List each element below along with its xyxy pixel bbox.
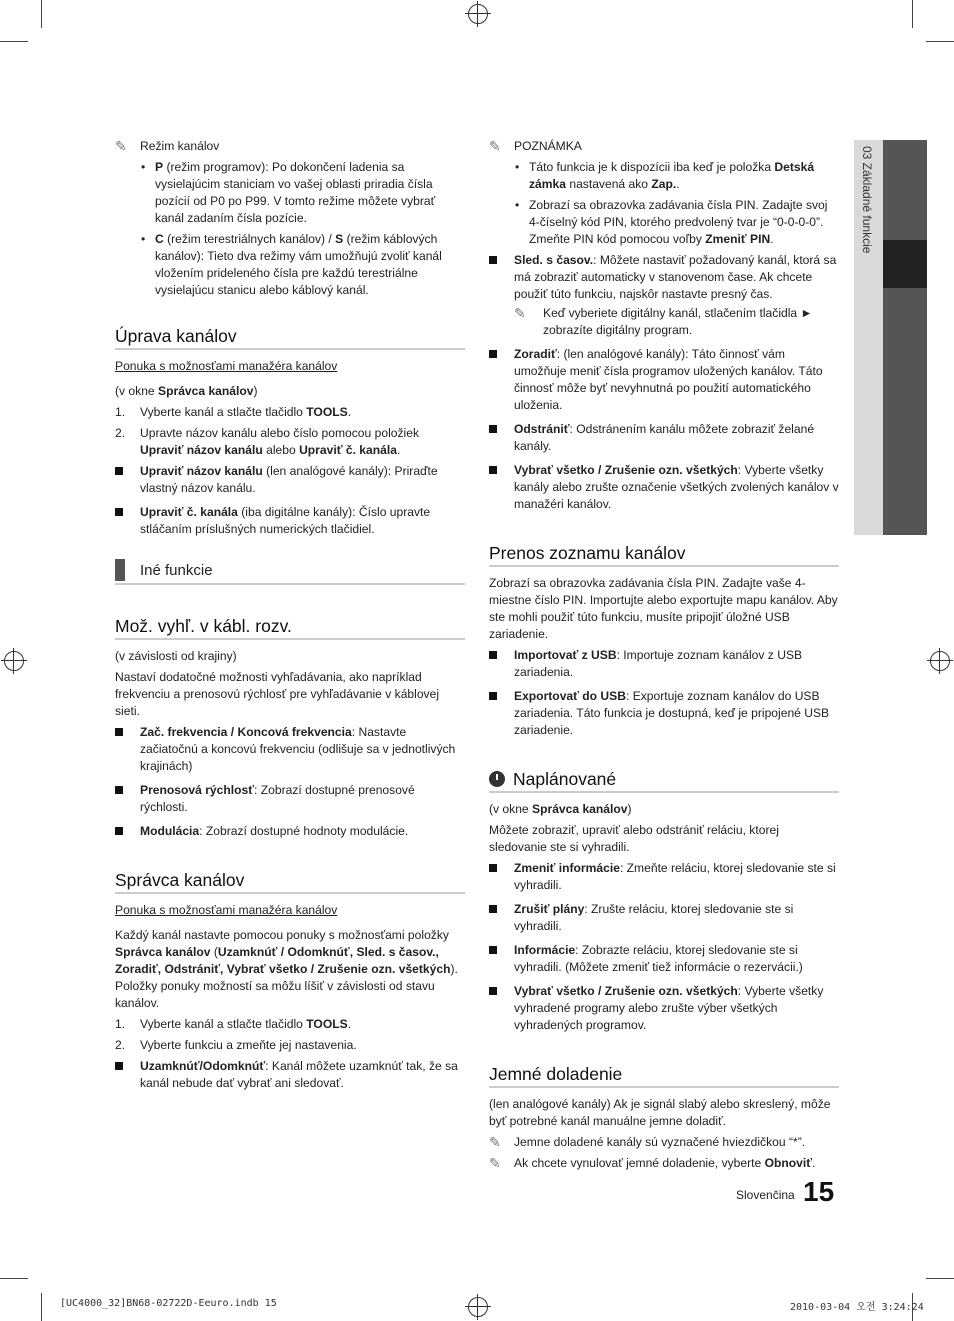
bullet-dot-icon: • (515, 160, 520, 174)
note-jemne-1: ✎ Jemne doladené kanály sú vyznačené hviezdičkou “*”. (489, 1134, 806, 1150)
square-bullet-icon (489, 425, 497, 433)
square-bullet-icon (115, 1062, 123, 1070)
crop-mark (0, 1278, 28, 1279)
note-jemne-2: ✎ Ak chcete vynulovať jemné doladenie, vyberte Obnoviť. (489, 1155, 816, 1171)
item-export: Exportovať do USB: Exportuje zoznam kanálov do USB zariadenia. Táto funkcia je dostupná, keď je pripojené USB zariadenie. (489, 688, 839, 739)
square-bullet-icon (489, 987, 497, 995)
square-bullet-icon (489, 466, 497, 474)
square-bullet-icon (489, 692, 497, 700)
square-bullet-icon (115, 786, 123, 794)
square-bullet-icon (115, 508, 123, 516)
side-tab-marker (883, 240, 927, 288)
subsection-ine-funkcie: Iné funkcie (115, 559, 465, 585)
section-title-moz: Mož. vyhľ. v kábl. rozv. (115, 615, 465, 640)
window-ref: (v okne Správca kanálov) (489, 802, 632, 816)
bullet-dot-icon: • (141, 160, 146, 174)
section-title-jemne: Jemné doladenie (489, 1063, 839, 1088)
item-rychlost: Prenosová rýchlosť: Zobrazí dostupné prenosové rýchlosti. (115, 782, 465, 816)
footer-language: Slovenčina (736, 1188, 795, 1202)
item-frekvencia: Zač. frekvencia / Koncová frekvencia: Nastavte začiatočnú a koncovú frekvenciu (odlišuje sa v jednotlivých krajinách) (115, 724, 465, 775)
registration-mark-icon (468, 1297, 488, 1317)
section-title-spravca: Správca kanálov (115, 869, 465, 894)
pencil-note-icon: ✎ (514, 305, 526, 321)
side-tab-dark-band (883, 140, 927, 535)
square-bullet-icon (489, 350, 497, 358)
page-number: 15 (803, 1176, 835, 1207)
item-upravit-nazov: Upraviť názov kanálu (len analógové kanály): Priraďte vlastný názov kanálu. (115, 463, 465, 497)
step-1: 1. Vyberte kanál a stlačte tlačidlo TOOLS. (115, 405, 352, 419)
bullet-c: • C (režim terestriálnych kanálov) / S (režim káblových kanálov): Tieto dva režimy vám umožňujú zvoliť kanál vložením prideleného čísla pre každú terestriálne vysielajúcu stanicu alebo káblový kanál. (141, 232, 442, 297)
left-column: ✎ Režim kanálov • P (režim programov): Po dokončení ladenia sa vysielajúcim staniciam vo vašej oblasti priradia čísla pozícií od P0 po P99. V tomto režime môžete vybrať kanál zadaním čísla pozície. • C (režim terestriálnych kanálov) / S (režim káblových kanálov): Tieto dva režimy vám umožňujú zvoliť kanál vložením prideleného čísla pre každú terestriálne vysielajúcu stanicu alebo káblový kanál. Úprava kanálov Ponuka s možnosťami manažéra kanálov (v okne Správca kanálov) 1. Vyberte kanál a stlačte tlačidlo TOOLS. 2. Upravte názov kanálu alebo číslo pomocou položiek Upraviť názov kanálu alebo Upraviť č. kanála. Upraviť názov kanálu (len analógové kanály): Priraďte vlastný názov kanálu. Upraviť č. kanála (iba digitálne kanály): Číslo upravte stláčaním príslušných numerických tlačidiel. Iné funkcie Mož. vyhľ. v kábl. rozv. (v závislosti od krajiny) Nastaví dodatočné možnosti vyhľadávania, ako napríklad frekvenciu a prenosovú rýchlosť pre vyhľadávanie v káblovej sieti. Zač. frekvencia / Koncová frekvencia: Nastavte začiatočnú a koncovú frekvenciu (odlišuje sa v jednotlivých krajinách) Prenosová rýchlosť: Zobrazí dostupné prenosové rýchlosti. Modulácia: Zobrazí dostupné hodnoty modulácie. Správca kanálov Ponuka s možnosťami manažéra kanálov Každý kanál nastavte pomocou ponuky s možnosťami položky Správca kanálov (Uzamknúť / Odomknúť, Sled. s časov., Zoradiť, Odstrániť, Vybrať všetko / Zrušenie ozn. všetkých). Položky ponuky možností sa môžu líšiť v závislosti od stavu kanálov. 1. Vyberte kanál a stlačte tlačidlo TOOLS. 2. Vyberte funkciu a zmeňte jej nastavenia. Uzamknúť/Odomknúť: Kanál môžete uzamknúť tak, že sa kanál nebude dať vybrať ani sledovať. (115, 138, 465, 1099)
square-bullet-icon (489, 905, 497, 913)
pencil-note-icon: ✎ (115, 138, 127, 154)
note-digital: ✎ Keď vyberiete digitálny kanál, stlačením tlačidla ► zobrazíte digitálny program. (514, 305, 813, 337)
square-bullet-icon (489, 256, 497, 264)
section-title-uprava: Úprava kanálov (115, 325, 465, 350)
note-poznamka: ✎ POZNÁMKA (489, 138, 582, 154)
print-file-info: [UC4000_32]BN68-02722D-Eeuro.indb 15 (60, 1298, 277, 1309)
item-upravit-cislo: Upraviť č. kanála (iba digitálne kanály): Číslo upravte stláčaním príslušných numerických tlačidiel. (115, 504, 465, 538)
crop-mark (926, 1278, 954, 1279)
square-bullet-icon (115, 728, 123, 736)
chapter-side-tab (854, 140, 927, 535)
step-2: 2. Upravte názov kanálu alebo číslo pomocou položiek Upraviť názov kanálu alebo Upraviť č. kanála. (115, 426, 419, 457)
item-modulacia: Modulácia: Zobrazí dostupné hodnoty modulácie. (115, 823, 465, 840)
pencil-note-icon: ✎ (489, 1155, 501, 1171)
item-zrusit-plany: Zrušiť plány: Zrušte reláciu, ktorej sledovanie ste si vyhradili. (489, 901, 839, 935)
menu-path: Ponuka s možnosťami manažéra kanálov (115, 903, 338, 917)
section-title-naplanovane: Naplánované (489, 768, 839, 793)
pencil-note-icon: ✎ (489, 138, 501, 154)
bullet-p: • P (režim programov): Po dokončení ladenia sa vysielajúcim staniciam vo vašej oblasti priradia čísla pozícií od P0 po P99. V tomto režime môžete vybrať kanál zadaním čísla pozície. (141, 160, 436, 225)
square-bullet-icon (115, 467, 123, 475)
crop-mark (0, 41, 28, 42)
window-ref: (v okne Správca kanálov) (115, 384, 258, 398)
square-bullet-icon (115, 827, 123, 835)
item-import: Importovať z USB: Importuje zoznam kanálov z USB zariadenia. (489, 647, 839, 681)
item-zmenit-info: Zmeniť informácie: Zmeňte reláciu, ktorej sledovanie ste si vyhradili. (489, 860, 839, 894)
bullet-dot-icon: • (515, 198, 520, 212)
square-bullet-icon (489, 651, 497, 659)
registration-mark-icon (930, 651, 950, 671)
bullet-pin: • Zobrazí sa obrazovka zadávania čísla PIN. Zadajte svoj 4-číselný kód PIN, ktorého predvolený tvar je “0-0-0-0”. Zmeňte PIN kód pomocou voľby Zmeniť PIN. (515, 198, 828, 246)
crop-mark (912, 0, 913, 28)
right-column: ✎ POZNÁMKA • Táto funkcia je k dispozícii iba keď je položka Detská zámka nastavená ako Zap.. • Zobrazí sa obrazovka zadávania čísla PIN. Zadajte svoj 4-číselný kód PIN, ktorého predvolený tvar je “0-0-0-0”. Zmeňte PIN kód pomocou voľby Zmeniť PIN. Sled. s časov.: Môžete nastaviť požadovaný kanál, ktorá sa má zobraziť automaticky v stanovenom čase. Ak chcete použiť túto funkciu, najskôr nastavte presný čas. ✎ Keď vyberiete digitálny kanál, stlačením tlačidla ► zobrazíte digitálny program. Zoradiť: (len analógové kanály): Táto činnosť vám umožňuje meniť čísla programov uložených kanálov. Táto činnosť môže byť nevyhnutná po použití automatického uloženia. Odstrániť: Odstránením kanálu môžete zobraziť želané kanály. Vybrať všetko / Zrušenie ozn. všetkých: Vyberte všetky kanály alebo zrušte označenie všetkých zvolených kanálov v manažéri kanálov. Prenos zoznamu kanálov Zobrazí sa obrazovka zadávania čísla PIN. Zadajte vaše 4-miestne číslo PIN. Importujte alebo exportujte mapu kanálov. Aby ste mohli použiť túto funkciu, musíte pripojiť úložné USB zariadenie. Importovať z USB: Importuje zoznam kanálov z USB zariadenia. Exportovať do USB: Exportuje zoznam kanálov do USB zariadenia. Táto funkcia je dostupná, keď je pripojené USB zariadenie. Naplánované (v okne Správca kanálov) Môžete zobraziť, upraviť alebo odstrániť reláciu, ktorej sledovanie ste si vyhradili. Zmeniť informácie: Zmeňte reláciu, ktorej sledovanie ste si vyhradili. Zrušiť plány: Zrušte reláciu, ktorej sledovanie ste si vyhradili. Informácie: Zobrazte reláciu, ktorej sledovanie ste si vyhradili. (Môžete zmeniť tiež informácie o rezervácii.) Vybrať všetko / Zrušenie ozn. všetkých: Vyberte všetky vyhradené programy alebo zrušte výber všetkých vyhradených programov. Jemné doladenie (len analógové kanály) Ak je signál slabý alebo skreslený, môže byť potrebné kanál manuálne jemne doladiť. ✎ Jemne doladené kanály sú vyznačené hviezdičkou “*”. ✎ Ak chcete vynulovať jemné doladenie, vyberte Obnoviť. (489, 138, 839, 1171)
step-1: 1. Vyberte kanál a stlačte tlačidlo TOOLS. (115, 1017, 352, 1031)
bullet-detska-zamka: • Táto funkcia je k dispozícii iba keď je položka Detská zámka nastavená ako Zap.. (515, 160, 815, 191)
registration-mark-icon (4, 651, 24, 671)
crop-mark (41, 1293, 42, 1321)
print-date: 2010-03-04 오전 3:24:24 (790, 1302, 924, 1313)
step-2: 2. Vyberte funkciu a zmeňte jej nastavenia. (115, 1038, 357, 1052)
pencil-note-icon: ✎ (489, 1134, 501, 1150)
item-zoradit: Zoradiť: (len analógové kanály): Táto činnosť vám umožňuje meniť čísla programov uložených kanálov. Táto činnosť môže byť nevyhnutná po použití automatického uloženia. (489, 346, 839, 414)
item-vybrat-vsetko: Vybrať všetko / Zrušenie ozn. všetkých: Vyberte všetky kanály alebo zrušte označenie všetkých zvolených kanálov v manažéri kanálov. (489, 462, 839, 513)
registration-mark-icon (468, 4, 488, 24)
item-uzamknut: Uzamknúť/Odomknúť: Kanál môžete uzamknúť tak, že sa kanál nebude dať vybrať ani sledovať. (115, 1058, 465, 1092)
section-title-prenos: Prenos zoznamu kanálov (489, 542, 839, 567)
item-vybrat-vsetko-2: Vybrať všetko / Zrušenie ozn. všetkých: Vyberte všetky vyhradené programy alebo zrušte výber všetkých vyhradených programov. (489, 983, 839, 1034)
side-tab-label: 03 Základné funkcie (860, 146, 874, 254)
menu-path: Ponuka s možnosťami manažéra kanálov (115, 359, 338, 373)
square-bullet-icon (489, 864, 497, 872)
square-bullet-icon (489, 946, 497, 954)
section-bar-icon (115, 559, 125, 581)
bullet-dot-icon: • (141, 232, 146, 246)
item-informacie: Informácie: Zobrazte reláciu, ktorej sledovanie ste si vyhradili. (Môžete zmeniť tiež informácie o rezervácii.) (489, 942, 839, 976)
note-rezim-kanalov: ✎ Režim kanálov (115, 138, 220, 154)
crop-mark (926, 41, 954, 42)
crop-mark (41, 0, 42, 28)
spravca-paragraph: Každý kanál nastavte pomocou ponuky s možnosťami položky Správca kanálov (Uzamknúť / Odomknúť, Sled. s časov., Zoradiť, Odstrániť, Vybrať všetko / Zrušenie ozn. všetkých). Položky ponuky možností sa môžu líšiť v závislosti od stavu kanálov. (115, 928, 458, 1010)
item-sled-s-casov: Sled. s časov.: Môžete nastaviť požadovaný kanál, ktorá sa má zobraziť automaticky v stanovenom čase. Ak chcete použiť túto funkciu, najskôr nastavte presný čas. ✎ Keď vyberiete digitálny kanál, stlačením tlačidla ► zobrazíte digitálny program. (489, 252, 839, 339)
clock-icon (489, 771, 505, 787)
item-odstranit: Odstrániť: Odstránením kanálu môžete zobraziť želané kanály. (489, 421, 839, 455)
